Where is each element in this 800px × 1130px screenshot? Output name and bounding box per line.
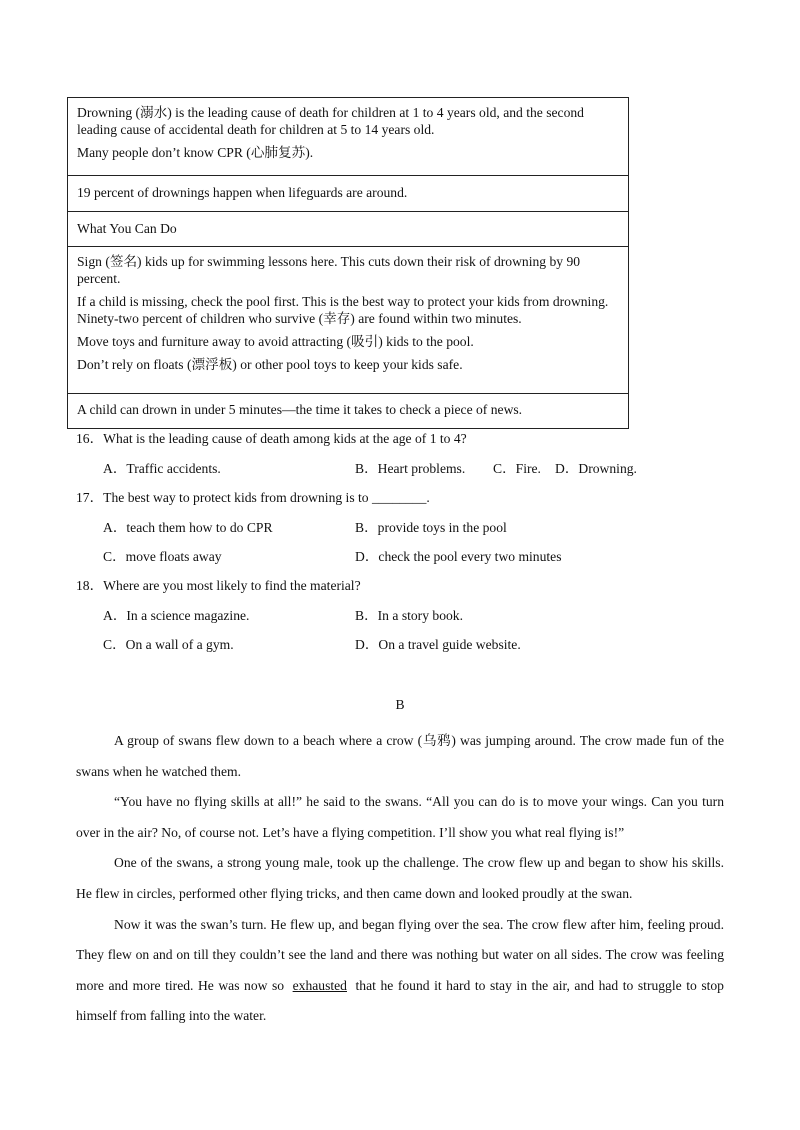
options-16	[76, 460, 736, 489]
question-16: 16．What is the leading cause of death among kids at the age of 1 to 4?	[76, 431, 467, 446]
info-text: Move toys and furniture away to avoid attracting (吸引) kids to the pool.	[77, 334, 474, 349]
section-title: B	[395, 697, 405, 712]
option-18-a: A．In a science magazine.	[103, 608, 250, 623]
question-list	[76, 430, 736, 665]
info-cell-drowning-facts	[68, 98, 628, 176]
underlined-word: exhausted	[292, 977, 347, 993]
question-17: 17．The best way to protect kids from drowning is to ________.	[76, 490, 430, 505]
story-paragraph-2: “You have no flying skills at all!” he said to the swans. “All you can do is to move your wings. Can you turn over in the air? No, of course not. Let’s have a flying competition. I’ll show you what real flying is!”	[76, 794, 724, 840]
info-text: If a child is missing, check the pool first. This is the best way to protect your kids from drowning. Ninety-two percent of children who survive (幸存) are found within two minutes.	[77, 294, 609, 326]
story-paragraph-1: A group of swans flew down to a beach where a crow (乌鸦) was jumping around. The crow made fun of the swans when he watched them.	[76, 733, 724, 779]
story-text: Now it was the swan’s turn. He flew up, and began flying over the sea. The crow flew after him, feeling proud. They flew on and on till they couldn’t see the land and there was nothing but water on all sides. The crow was feeling more and more tired. He was now so	[76, 916, 724, 993]
option-16-b: B．Heart problems.	[355, 461, 466, 476]
option-18-c: C．On a wall of a gym.	[103, 637, 234, 652]
info-text: Drowning (溺水) is the leading cause of death for children at 1 to 4 years old, and the second leading cause of accidental death for children at 5 to 14 years old.	[77, 105, 584, 137]
option-17-d: D．check the pool every two minutes	[355, 549, 562, 564]
option-18-b: B．In a story book.	[355, 608, 463, 623]
option-17-c: C．move floats away	[103, 549, 222, 564]
option-16-a: A．Traffic accidents.	[103, 461, 221, 476]
info-cell-heading	[68, 212, 628, 247]
question-18: 18．Where are you most likely to find the material?	[76, 578, 361, 593]
story-text: that he found it hard to stay in the air, and had to struggle to stop himself from falling into the water.	[76, 977, 724, 1024]
story-paragraph-3: One of the swans, a strong young male, took up the challenge. The crow flew up and began to show his skills. He flew in circles, performed other flying tricks, and then came down and looked proudly at the swan.	[76, 855, 724, 901]
option-17-b: B．provide toys in the pool	[355, 520, 507, 535]
info-cell-time	[68, 394, 628, 429]
info-text: Don’t rely on floats (漂浮板) or other pool toys to keep your kids safe.	[77, 357, 463, 372]
options-18-row1	[76, 607, 736, 636]
info-cell-tips	[68, 247, 628, 394]
option-16-d: D．Drowning.	[555, 461, 637, 476]
info-text: Sign (签名) kids up for swimming lessons here. This cuts down their risk of drowning by 90 percent.	[77, 254, 581, 286]
option-17-a: A．teach them how to do CPR	[103, 520, 273, 535]
info-table	[67, 97, 629, 429]
info-text: 19 percent of drownings happen when lifeguards are around.	[77, 185, 408, 200]
info-cell-lifeguards	[68, 176, 628, 212]
option-16-c: C．Fire.	[493, 461, 541, 476]
options-17-row1	[76, 519, 736, 548]
story-paragraph-4	[76, 910, 724, 1032]
info-text: Many people don’t know CPR (心肺复苏).	[77, 145, 314, 160]
option-18-d: D．On a travel guide website.	[355, 637, 521, 652]
reading-section-b	[76, 696, 724, 1032]
info-heading: What You Can Do	[77, 221, 177, 236]
options-18-row2	[76, 636, 736, 665]
options-17-row2	[76, 548, 736, 577]
info-text: A child can drown in under 5 minutes—the time it takes to check a piece of news.	[77, 402, 523, 417]
